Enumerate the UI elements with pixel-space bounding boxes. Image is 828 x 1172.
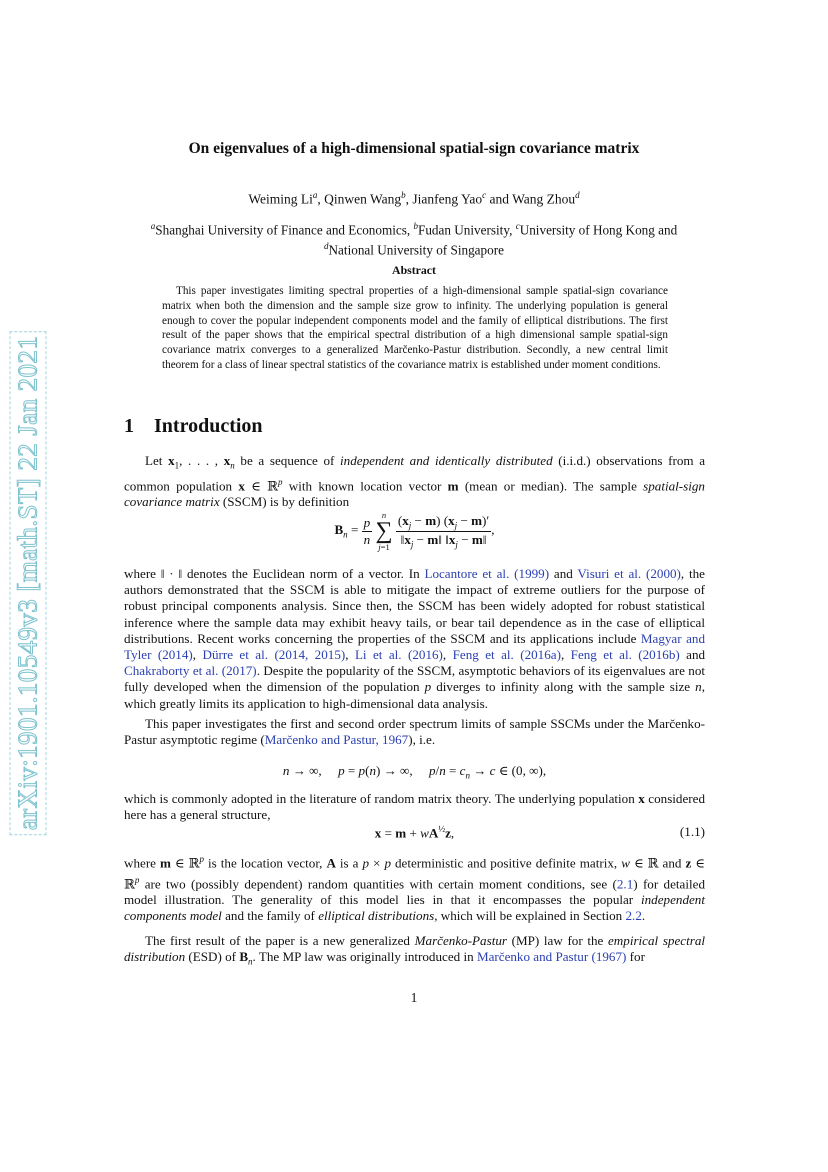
affiliation-name: National University of Singapore (328, 242, 504, 258)
affiliation-mark: b (413, 221, 418, 231)
affiliation-mark: d (324, 241, 329, 252)
affiliation-name: Fudan University, (418, 222, 513, 238)
paper-title: On eigenvalues of a high-dimensional spatial-sign covariance matrix (188, 140, 640, 157)
sscm-equation: $B_n$ = $\frac{p}{n}$ n ∑ j=1 $\frac{(x_j - m) (x_j - m)'}{‖x_j - m‖ ‖x_j - m‖}$ , (334, 510, 495, 552)
affiliation-mark: c (515, 221, 520, 231)
citation-link[interactable]: Locantore et al. (1999) (424, 566, 550, 581)
affiliation-name: Shanghai University of Finance and Economics, (155, 222, 411, 238)
arxiv-sidebar-stamp (8, 318, 48, 848)
affiliation-name: University of Hong Kong and (519, 222, 678, 238)
section-number: 1 (124, 415, 134, 437)
page-number: 1 (410, 990, 418, 1005)
model-equation: $x = m + wA^{\frac{1}{2}}z$, (1.1) (374, 824, 705, 841)
equation-link[interactable]: 2.1 (616, 875, 634, 891)
citation-link[interactable]: Li et al. (2016) (354, 647, 443, 663)
paragraph-intro: Let $x_1$, . . . , $x_n$ be a sequence of independent and identically distributed (i.i.d.) observations from a common population x ∈ ℝ$^p$ with known location vector m (mean or median). The sample spatial-sign covariance matrix (SSCM) is by definition (124, 453, 706, 510)
author-name: Jianfeng Yao (412, 191, 483, 207)
citation-link[interactable]: Visuri et al. (2000) (577, 566, 681, 581)
paragraph-mp-law: The first result of the paper is a new generalized Marčenko-Pastur (MP) law for the empirical spectral distribution (ESD) of $B_n$. The MP law was originally introduced in Marčenko and Pastur (1967) for (124, 933, 706, 967)
abstract-heading: Abstract (392, 263, 436, 277)
section-heading (124, 415, 263, 438)
citation-link[interactable]: Dürre et al. (2014, 2015) (202, 647, 346, 663)
author-mark: b (401, 190, 406, 200)
citation-link[interactable]: Chakraborty et al. (2017) (124, 663, 257, 679)
section-link[interactable]: 2.2 (625, 908, 642, 924)
citation-link[interactable]: Magyar and Tyler (2014) (124, 630, 705, 663)
citation-link[interactable]: Marčenko and Pastur (1967) (476, 949, 627, 965)
author-name: Weiming Li (248, 191, 313, 207)
author-name: Qinwen Wang (324, 191, 402, 207)
author-name: Wang Zhou (512, 191, 576, 207)
equation-number: (1.1) (679, 824, 705, 839)
abstract-text: This paper investigates limiting spectral properties of a high-dimensional sample spatial-sign covariance matrix when both the dimension and the sample size grow to infinity. The underlying population is general enough to cover the popular independent components model and the family of elliptical distributions. The first result of the paper shows that the empirical spectral distribution of a high dimensional sample spatial-sign covariance matrix converges to a generalized Marčenko-Pastur distribution. Secondly, a new central limit theorem for a class of linear spectral statistics of the covariance matrix is established under moment conditions. (162, 285, 668, 371)
paragraph-literature: where ‖ · ‖ denotes the Euclidean norm of a vector. In Locantore et al. (1999) and Visuri et al. (2000), the authors demonstrated that the SSCM is able to mitigate the impact of extreme outliers for the purpose of robust principal components analysis. Since then, the SSCM has been widely adopted for robust statistical inference where the sample data may exhibit heavy tails, or bear tail dependence as in the case of elliptical distributions. Recent works concerning the properties of the SSCM and its applications include Magyar and Tyler (2014), Dürre et al. (2014, 2015), Li et al. (2016), Feng et al. (2016a), Feng et al. (2016b) and Chakraborty et al. (2017). Despite the popularity of the SSCM, asymptotic behaviors of its eigenvalues are not fully developed when the dimension of the population p diverges to infinity along with the sample size n, which greatly limits its application to high-dimensional data analysis. (124, 566, 706, 711)
author-mark: a (312, 190, 318, 200)
paragraph-model: where m ∈ ℝ$^p$ is the location vector, A is a p × p deterministic and positive definite matrix, w ∈ ℝ and z ∈ ℝ$^p$ are two (possibly dependent) random quantities with certain moment conditions, see (2.1) for detailed model illustration. The generality of this model lies in that it encompasses the popular independent components model and the family of elliptical distributions, which will be explained in Section 2.2. (124, 854, 705, 924)
affiliation-list (0, 218, 828, 259)
author-list: Weiming Li$^a$, Qinwen Wang$^b$, Jianfeng Yao$^c$ and Wang Zhou$^d$ (248, 190, 580, 207)
section-title: Introduction (154, 415, 263, 437)
arxiv-identifier: arXiv:1901.10549v3 [math.ST] 22 Jan 2021 (12, 335, 43, 831)
citation-link[interactable]: Feng et al. (2016a) (452, 647, 561, 663)
affiliation-mark: a (150, 221, 156, 231)
paragraph-population: which is commonly adopted in the literature of random matrix theory. The underlying population x considered here has a general structure, (124, 791, 705, 823)
citation-link[interactable]: Feng et al. (2016b) (570, 647, 680, 663)
author-mark: d (575, 190, 580, 200)
paragraph-regime: This paper investigates the first and second order spectrum limits of sample SSCMs under the Marčenko-Pastur asymptotic regime (Marčenko and Pastur, 1967), i.e. (124, 716, 705, 748)
asymptotic-regime-equation: n → ∞, p = p(n) → ∞, $p/n = c_n \to c$ ∈ (0, ∞), (282, 763, 547, 781)
citation-link[interactable]: Marčenko and Pastur, 1967 (264, 732, 409, 748)
author-mark: c (482, 190, 487, 200)
author-conjunction: and (489, 191, 509, 207)
